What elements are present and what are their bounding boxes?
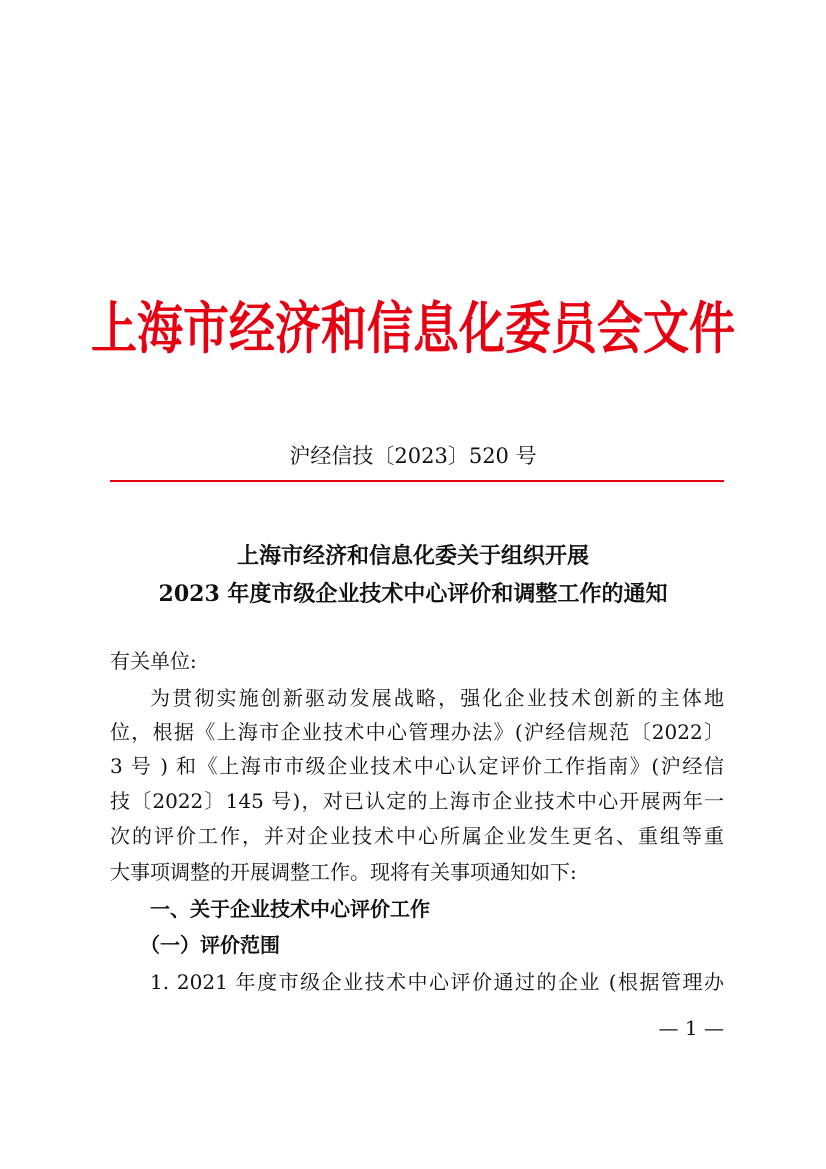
paragraph-line: 次的评价工作，并对企业技术中心所属企业发生更名、重组等重 <box>110 824 724 848</box>
section-heading: 一、关于企业技术中心评价工作 <box>150 897 430 921</box>
paragraph-line: 3 号 ) 和《上海市市级企业技术中心认定评价工作指南》(沪经信 <box>110 754 724 778</box>
issuer-heading: 上海市经济和信息化委员会文件 <box>91 295 735 362</box>
title-line-2: 2023 年度市级企业技术中心评价和调整工作的通知 <box>158 581 668 607</box>
list-item: 1. 2021 年度市级企业技术中心评价通过的企业 (根据管理办 <box>150 970 724 994</box>
salutation: 有关单位: <box>110 649 197 673</box>
title-line-1: 上海市经济和信息化委关于组织开展 <box>236 543 589 569</box>
paragraph-line: 大事项调整的开展调整工作。现将有关事项通知如下: <box>110 860 577 884</box>
subsection-heading: （一）评价范围 <box>140 933 280 957</box>
page-number: — 1 — <box>658 1016 724 1040</box>
document-number: 沪经信技〔2023〕520 号 <box>289 444 537 468</box>
paragraph-line: 位，根据《上海市企业技术中心管理办法》(沪经信规范〔2022〕 <box>110 720 724 744</box>
red-divider <box>110 480 724 482</box>
paragraph-line: 为贯彻实施创新驱动发展战略，强化企业技术创新的主体地 <box>150 686 724 710</box>
paragraph-line: 技〔2022〕145 号)，对已认定的上海市企业技术中心开展两年一 <box>110 789 724 813</box>
